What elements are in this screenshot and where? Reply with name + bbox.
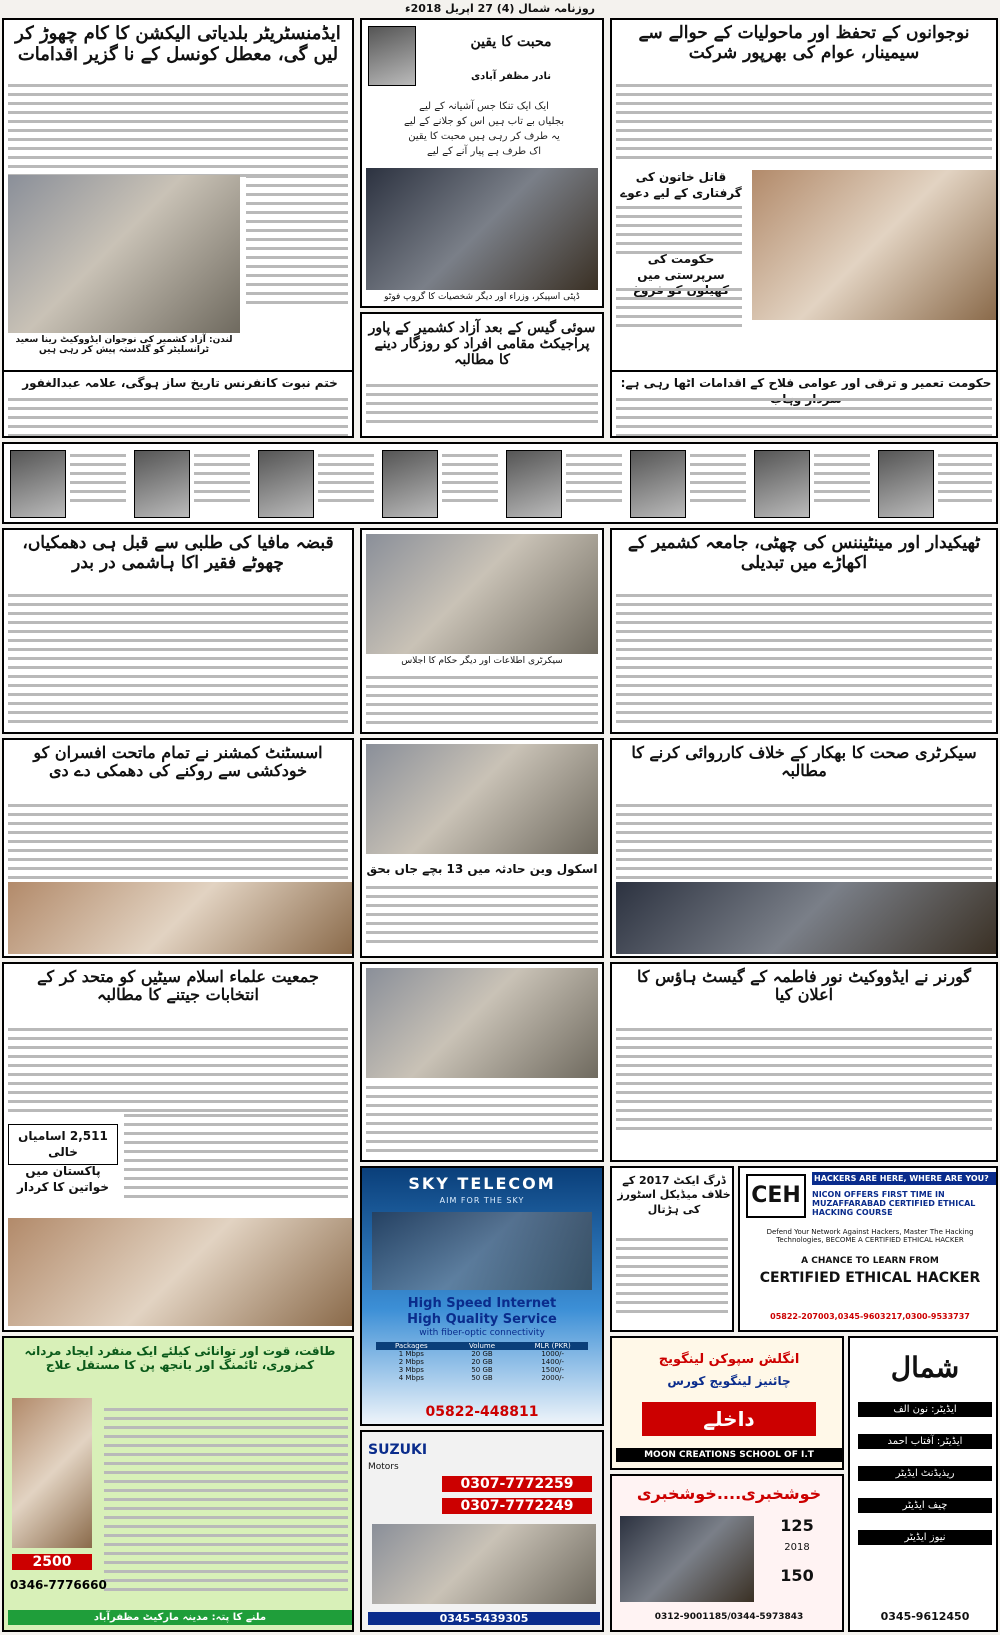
section3-right-headline: سیکرٹری صحت کا بھکار کے خلاف کارروائی کرنے کا مطالبہ bbox=[631, 743, 977, 781]
section3-center bbox=[360, 738, 604, 958]
section2-center bbox=[360, 528, 604, 734]
poem-line-2: بجلیاں بے تاب ہیں اس کو جلانے کے لیے bbox=[403, 116, 564, 127]
sky-line-2: High Quality Service bbox=[407, 1312, 557, 1327]
bike-model-1: 125 bbox=[780, 1516, 814, 1535]
bike-model-2: 150 bbox=[780, 1566, 814, 1585]
lang-school: MOON CREATIONS SCHOOL OF I.T bbox=[616, 1448, 842, 1462]
suzuki-bike-image bbox=[372, 1524, 596, 1604]
top-center-story bbox=[360, 18, 604, 308]
section4-left-sub: پاکستان میں خواتین کا کردار bbox=[17, 1164, 109, 1194]
bike-image bbox=[620, 1516, 754, 1602]
section4-stat-box: 2,511 اسامیاں خالی bbox=[8, 1124, 118, 1165]
sky-cell: 3 Mbps bbox=[398, 1366, 424, 1374]
shumal-logo: شمال bbox=[890, 1351, 960, 1384]
ceh-question: HACKERS ARE HERE, WHERE ARE YOU? bbox=[812, 1172, 996, 1185]
section4-center-photo bbox=[366, 968, 598, 1078]
sky-cell: 1 Mbps bbox=[398, 1350, 424, 1358]
sky-line-1: High Speed Internet bbox=[407, 1296, 557, 1311]
herbal-product-image bbox=[12, 1398, 92, 1548]
section3-right bbox=[610, 738, 998, 958]
sky-cell: 50 GB bbox=[471, 1374, 493, 1382]
thumb-2 bbox=[134, 450, 190, 518]
suzuki-brand: SUZUKI bbox=[368, 1442, 428, 1458]
thumbnail-row bbox=[2, 442, 998, 524]
bike-year: 2018 bbox=[784, 1542, 810, 1553]
section3-center-photo bbox=[366, 744, 598, 854]
section4-left bbox=[2, 962, 354, 1332]
sky-cell: 20 GB bbox=[471, 1350, 493, 1358]
top-left-headline: ایڈمنسٹریٹر بلدیاتی الیکشن کا کام چھوڑ کر لیں گی، معطل کونسل کے نا گزیر اقدامات bbox=[15, 23, 341, 65]
top-left-story bbox=[2, 18, 354, 438]
top-center-group-photo bbox=[366, 168, 598, 290]
ceh-offer: NICON OFFERS FIRST TIME IN MUZAFFARABAD CERTIFIED ETHICAL HACKING COURSE bbox=[812, 1190, 976, 1217]
thumb-4 bbox=[382, 450, 438, 518]
thumb-7 bbox=[754, 450, 810, 518]
herbal-phone: 0346-7776660 bbox=[10, 1578, 107, 1592]
top-left-photo bbox=[8, 175, 240, 333]
sky-th-3: MLR (PKR) bbox=[534, 1342, 571, 1350]
sky-cell: 20 GB bbox=[471, 1358, 493, 1366]
middle-right-sub-1: حکومت تعمیر و ترقی اور عوامی فلاح کے اقدامات اٹھا رہی ہے: bbox=[620, 376, 992, 390]
section3-left bbox=[2, 738, 354, 958]
shumal-ad bbox=[848, 1336, 998, 1632]
bike-phone: 0312-9001185/0344-5973843 bbox=[654, 1612, 804, 1622]
shumal-phone: 0345-9612450 bbox=[880, 1610, 970, 1623]
ceh-title: CERTIFIED ETHICAL HACKER bbox=[759, 1270, 981, 1286]
section4-right-lower bbox=[610, 1166, 734, 1332]
section4-right-sub: ڈرگ ایکٹ 2017 کے خلاف میڈیکل اسٹورز کی ہڑتال bbox=[617, 1174, 731, 1216]
herbal-footer: ملنے کا پتہ: مدینہ مارکیٹ مظفرآباد bbox=[8, 1610, 352, 1625]
suzuki-phone-2: 0307-7772249 bbox=[442, 1498, 592, 1514]
section4-right bbox=[610, 962, 998, 1162]
sky-th-1: Packages bbox=[395, 1342, 428, 1350]
sky-cell: 2000/- bbox=[541, 1374, 565, 1382]
thumb-1 bbox=[10, 450, 66, 518]
sky-tagline: AIM FOR THE SKY bbox=[439, 1196, 525, 1205]
sky-cell: 4 Mbps bbox=[398, 1374, 424, 1382]
suzuki-ad bbox=[360, 1430, 604, 1632]
section2-right bbox=[610, 528, 998, 734]
sky-th-2: Volume bbox=[468, 1342, 496, 1350]
shumal-role-3: ریذیڈنٹ ایڈیٹر bbox=[858, 1466, 992, 1481]
herbal-ad bbox=[2, 1336, 354, 1632]
sky-cell: 1500/- bbox=[541, 1366, 565, 1374]
ceh-chance: A CHANCE TO LEARN FROM bbox=[801, 1256, 939, 1266]
thumb-6 bbox=[630, 450, 686, 518]
section3-right-photo bbox=[616, 882, 996, 954]
top-right-headline: نوجوانوں کے تحفظ اور ماحولیات کے حوالے سے سیمینار، عوام کی بھرپور شرکت bbox=[638, 23, 970, 63]
shumal-role-4: چیف ایڈیٹر bbox=[858, 1498, 992, 1513]
thumb-3 bbox=[258, 450, 314, 518]
section2-right-headline: ٹھیکیدار اور مینٹیننس کی چھٹی، جامعہ کشمیر کے اکھاڑے میں تبدیلی bbox=[627, 533, 981, 573]
top-right-photo bbox=[752, 170, 996, 320]
lang-sub: چائنیز لینگویج کورس bbox=[667, 1374, 791, 1388]
section2-left-headline: قبضہ مافیا کی طلبی سے قبل ہی دھمکیاں، چھوٹے فقیر اکا ہاشمی در بدر bbox=[22, 533, 334, 573]
section2-photo-caption: سیکرٹری اطلاعات اور دیگر حکام کا اجلاس bbox=[366, 656, 598, 670]
sky-line-3: with fiber-optic connectivity bbox=[419, 1328, 545, 1338]
ceh-ad bbox=[738, 1166, 998, 1332]
poem-poet: نادر مظفر آبادی bbox=[471, 71, 551, 82]
top-right-sub-1: قاتل خاتون کی گرفتاری کے لیے دعوے bbox=[620, 170, 742, 200]
ceh-logo: CEH bbox=[746, 1174, 806, 1218]
lang-title: انگلش سپوکن لینگویج bbox=[658, 1352, 800, 1367]
top-left-body bbox=[8, 84, 348, 183]
sky-table bbox=[376, 1342, 588, 1382]
bike-ad bbox=[610, 1474, 844, 1632]
bike-title: خوشخبری....خوشخبری bbox=[636, 1484, 822, 1503]
herbal-title: طاقت، قوت اور توانائی کیلئے ایک منفرد ایجاد مردانہ کمزوری، ٹائمنگ اور بانجھ پن کا مستقل علاج bbox=[24, 1344, 336, 1372]
poem-line-4: اک طرف ہے پیار آنے کے لیے bbox=[426, 146, 541, 157]
sky-cell: 1000/- bbox=[541, 1350, 565, 1358]
sky-phone: 05822-448811 bbox=[425, 1404, 539, 1420]
shumal-role-1: ایڈیٹر: نون الف bbox=[858, 1402, 992, 1417]
thumb-8 bbox=[878, 450, 934, 518]
top-right-story bbox=[610, 18, 998, 438]
suzuki-phone-1: 0307-7772259 bbox=[442, 1476, 592, 1492]
sky-ad-photo bbox=[372, 1212, 592, 1290]
ceh-phones: 05822-207003,0345-9603217,0300-9533737 bbox=[770, 1312, 970, 1321]
section4-left-photo bbox=[8, 1218, 352, 1326]
suzuki-sub: Motors bbox=[368, 1462, 399, 1472]
sky-telecom-ad bbox=[360, 1166, 604, 1426]
ceh-defend: Defend Your Network Against Hackers, Master The Hacking Technologies, BECOME A CERTIFIED ETHICAL HACKER bbox=[766, 1228, 974, 1244]
top-left-photo-caption: لندن: آزاد کشمیر کی نوجوان ایڈووکیٹ رینا سعید ٹرانسلیٹر کو گلدستہ پیش کر رہی ہیں bbox=[8, 335, 240, 365]
section3-left-headline: اسسٹنٹ کمشنر نے تمام ماتحت افسران کو خودکشی سے روکنے کی دھمکی دے دی bbox=[33, 743, 323, 781]
middle-banner bbox=[360, 312, 604, 438]
top-center-photo-caption: ڈپٹی اسپیکر، وزراء اور دیگر شخصیات کا گروپ فوٹو bbox=[366, 292, 598, 306]
poem-title: محبت کا یقین bbox=[470, 34, 552, 50]
section3-left-photo bbox=[8, 882, 352, 954]
sky-cell: 50 GB bbox=[471, 1366, 493, 1374]
language-course-ad bbox=[610, 1336, 844, 1470]
sky-brand: SKY TELECOM bbox=[408, 1174, 556, 1193]
section3-center-sub: اسکول وین حادثہ میں 13 بچے جاں بحق bbox=[366, 862, 598, 876]
top-right-sub-2: حکومت کی سرپرستی میں bbox=[637, 252, 725, 282]
masthead-date: روزنامہ شمال (4) 27 اپریل 2018ء bbox=[404, 2, 595, 15]
middle-left-sub-1: ختم نبوت کانفرنس تاریخ ساز ہوگی، علامہ عبدالغفور bbox=[22, 376, 338, 390]
section4-right-headline: گورنر نے ایڈووکیٹ نور فاطمہ کے گیسٹ ہاؤس کا اعلان کیا bbox=[637, 967, 971, 1005]
sky-cell: 2 Mbps bbox=[398, 1358, 424, 1366]
lang-admission: داخلے bbox=[642, 1402, 816, 1436]
shumal-role-5: نیوز ایڈیٹر bbox=[858, 1530, 992, 1545]
suzuki-contact: 0345-5439305 bbox=[368, 1612, 600, 1625]
poem-line-3: یہ طرف کر رہی ہیں محبت کا یقین bbox=[408, 131, 560, 142]
section2-photo bbox=[366, 534, 598, 654]
poem-line-1: ایک ایک تنکا جس آشیانہ کے لیے bbox=[419, 101, 549, 112]
poet-portrait bbox=[368, 26, 416, 86]
shumal-role-2: ایڈیٹر: آفتاب احمد bbox=[858, 1434, 992, 1449]
section4-left-headline: جمعیت علماء اسلام سیٹیں کو متحد کر کے انتخابات جیتنے کا مطالبہ bbox=[37, 967, 319, 1005]
section2-left bbox=[2, 528, 354, 734]
sky-cell: 1400/- bbox=[541, 1358, 565, 1366]
middle-headline: سوئی گیس کے بعد آزاد کشمیر کے پاور پراجیکٹ مقامی افراد کو روزگار دینے کا مطالبہ bbox=[368, 320, 596, 369]
section4-center bbox=[360, 962, 604, 1162]
herbal-price: 2500 bbox=[12, 1554, 92, 1570]
thumb-5 bbox=[506, 450, 562, 518]
